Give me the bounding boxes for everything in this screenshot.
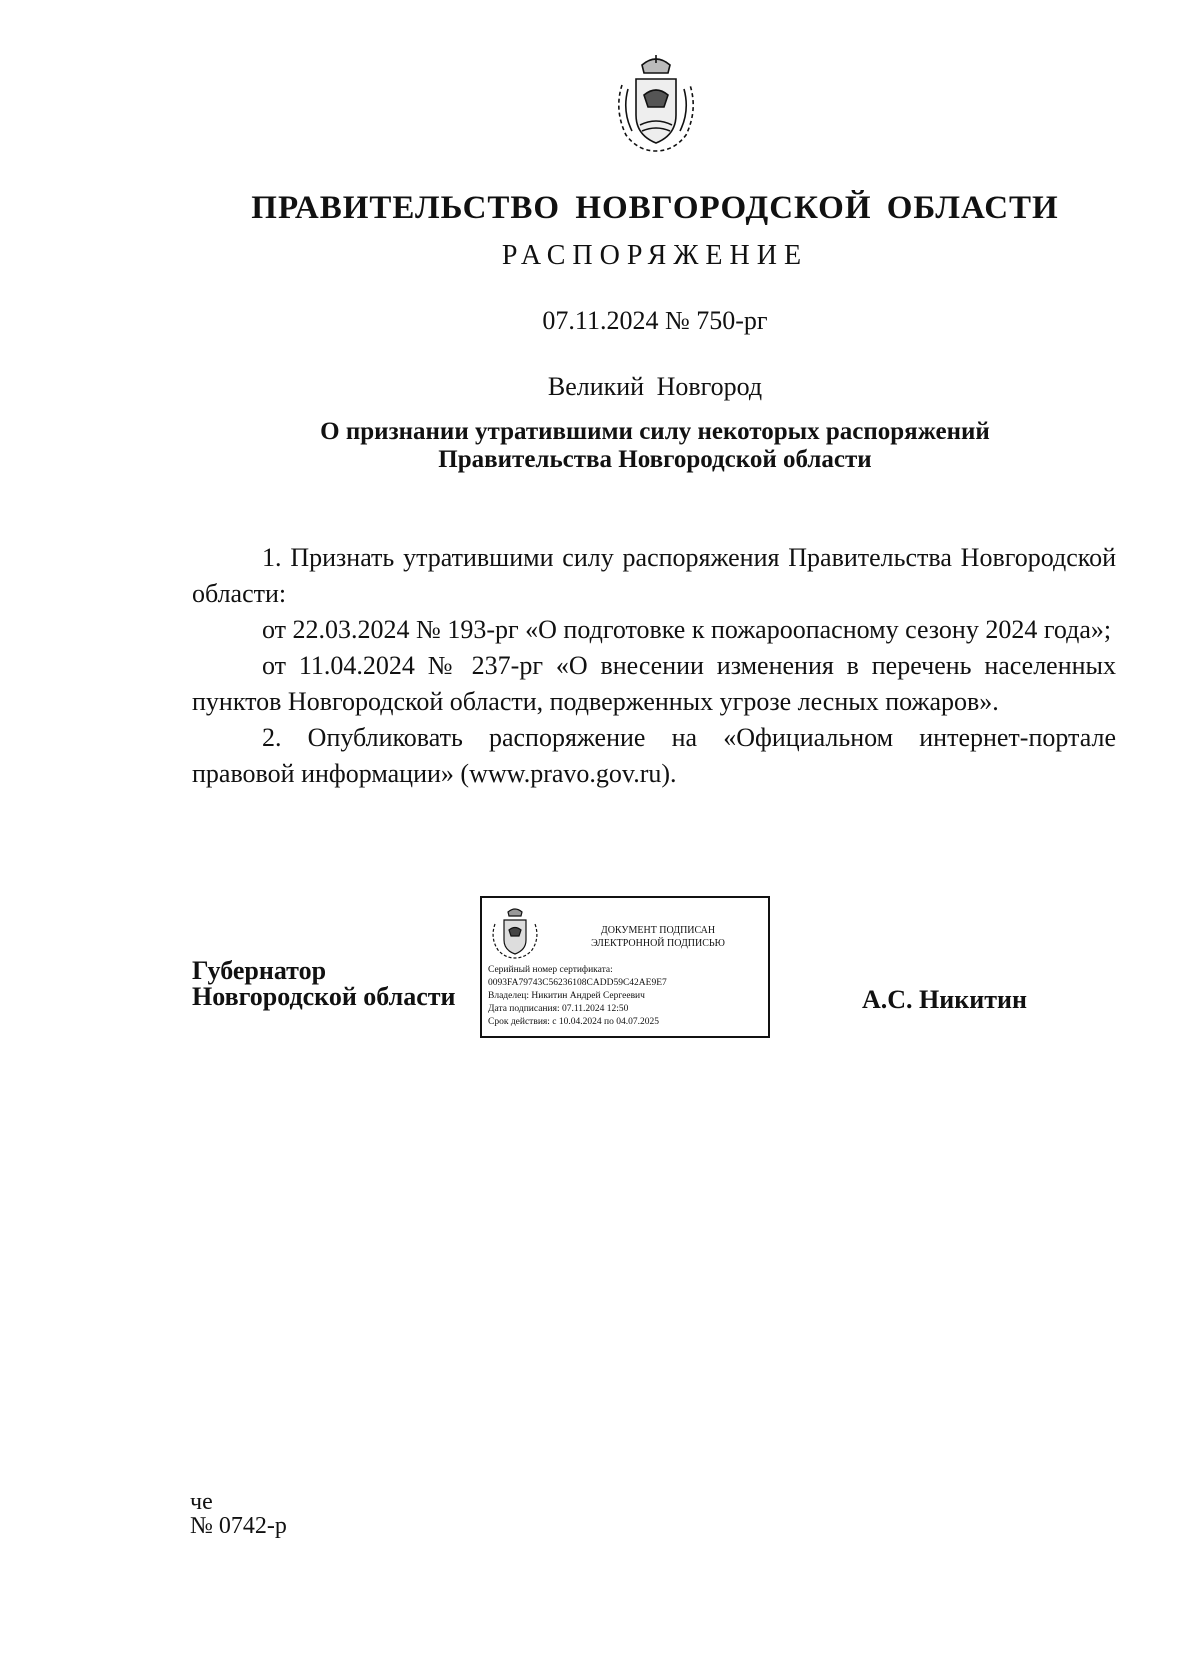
city: Великий Новгород — [547, 372, 763, 401]
paragraph-3: от 11.04.2024 № 237-рг «О внесении изменения в перечень населенных пунктов Новгородской области, подверженных угрозе лесных пожаров». — [192, 651, 1116, 716]
footer-initials: че — [190, 1489, 213, 1515]
signatory-name: А.С. Никитин — [862, 985, 1027, 1014]
stamp-title — [552, 924, 764, 950]
organization-title: ПРАВИТЕЛЬСТВО НОВГОРОДСКОЙ ОБЛАСТИ — [251, 190, 1059, 226]
subject-line-1: О признании утратившими силу некоторых распоряжений — [320, 418, 990, 445]
date-and-number: 07.11.2024 № 750-рг — [542, 306, 768, 335]
document-body — [192, 540, 1116, 792]
signed-date: Дата подписания: 07.11.2024 12:50 — [488, 1004, 629, 1014]
validity-period: Срок действия: с 10.04.2024 по 04.07.2025 — [488, 1017, 659, 1027]
stamp-details — [488, 964, 667, 1029]
cert-number: 0093FA79743C56236108CADD59C42AE9E7 — [488, 978, 667, 988]
cert-label: Серийный номер сертификата: — [488, 965, 613, 975]
paragraph-2: от 22.03.2024 № 193-рг «О подготовке к пожароопасному сезону 2024 года»; — [262, 615, 1112, 644]
signatory-position — [192, 958, 456, 1010]
stamp-title-line-1: ДОКУМЕНТ ПОДПИСАН — [600, 925, 716, 936]
document-type: РАСПОРЯЖЕНИЕ — [501, 240, 809, 271]
paragraph-1: 1. Признать утратившими силу распоряжения Правительства Новгородской области: — [192, 543, 1116, 608]
stamp-title-line-2: ЭЛЕКТРОННОЙ ПОДПИСЬЮ — [591, 938, 725, 949]
coat-of-arms-icon — [612, 55, 700, 155]
stamp-emblem-icon — [490, 906, 540, 960]
position-line-2: Новгородской области — [192, 982, 456, 1011]
footer-number: № 0742-р — [190, 1513, 287, 1539]
subject-line-2: Правительства Новгородской области — [438, 446, 872, 473]
document-subject — [0, 418, 1200, 474]
e-signature-stamp — [480, 896, 770, 1038]
cert-owner: Владелец: Никитин Андрей Сергеевич — [488, 991, 645, 1001]
paragraph-4: 2. Опубликовать распоряжение на «Официальном интернет-портале правовой информации» (www.pravo.gov.ru). — [192, 723, 1116, 788]
position-line-1: Губернатор — [192, 956, 327, 985]
footer-note — [190, 1490, 287, 1538]
